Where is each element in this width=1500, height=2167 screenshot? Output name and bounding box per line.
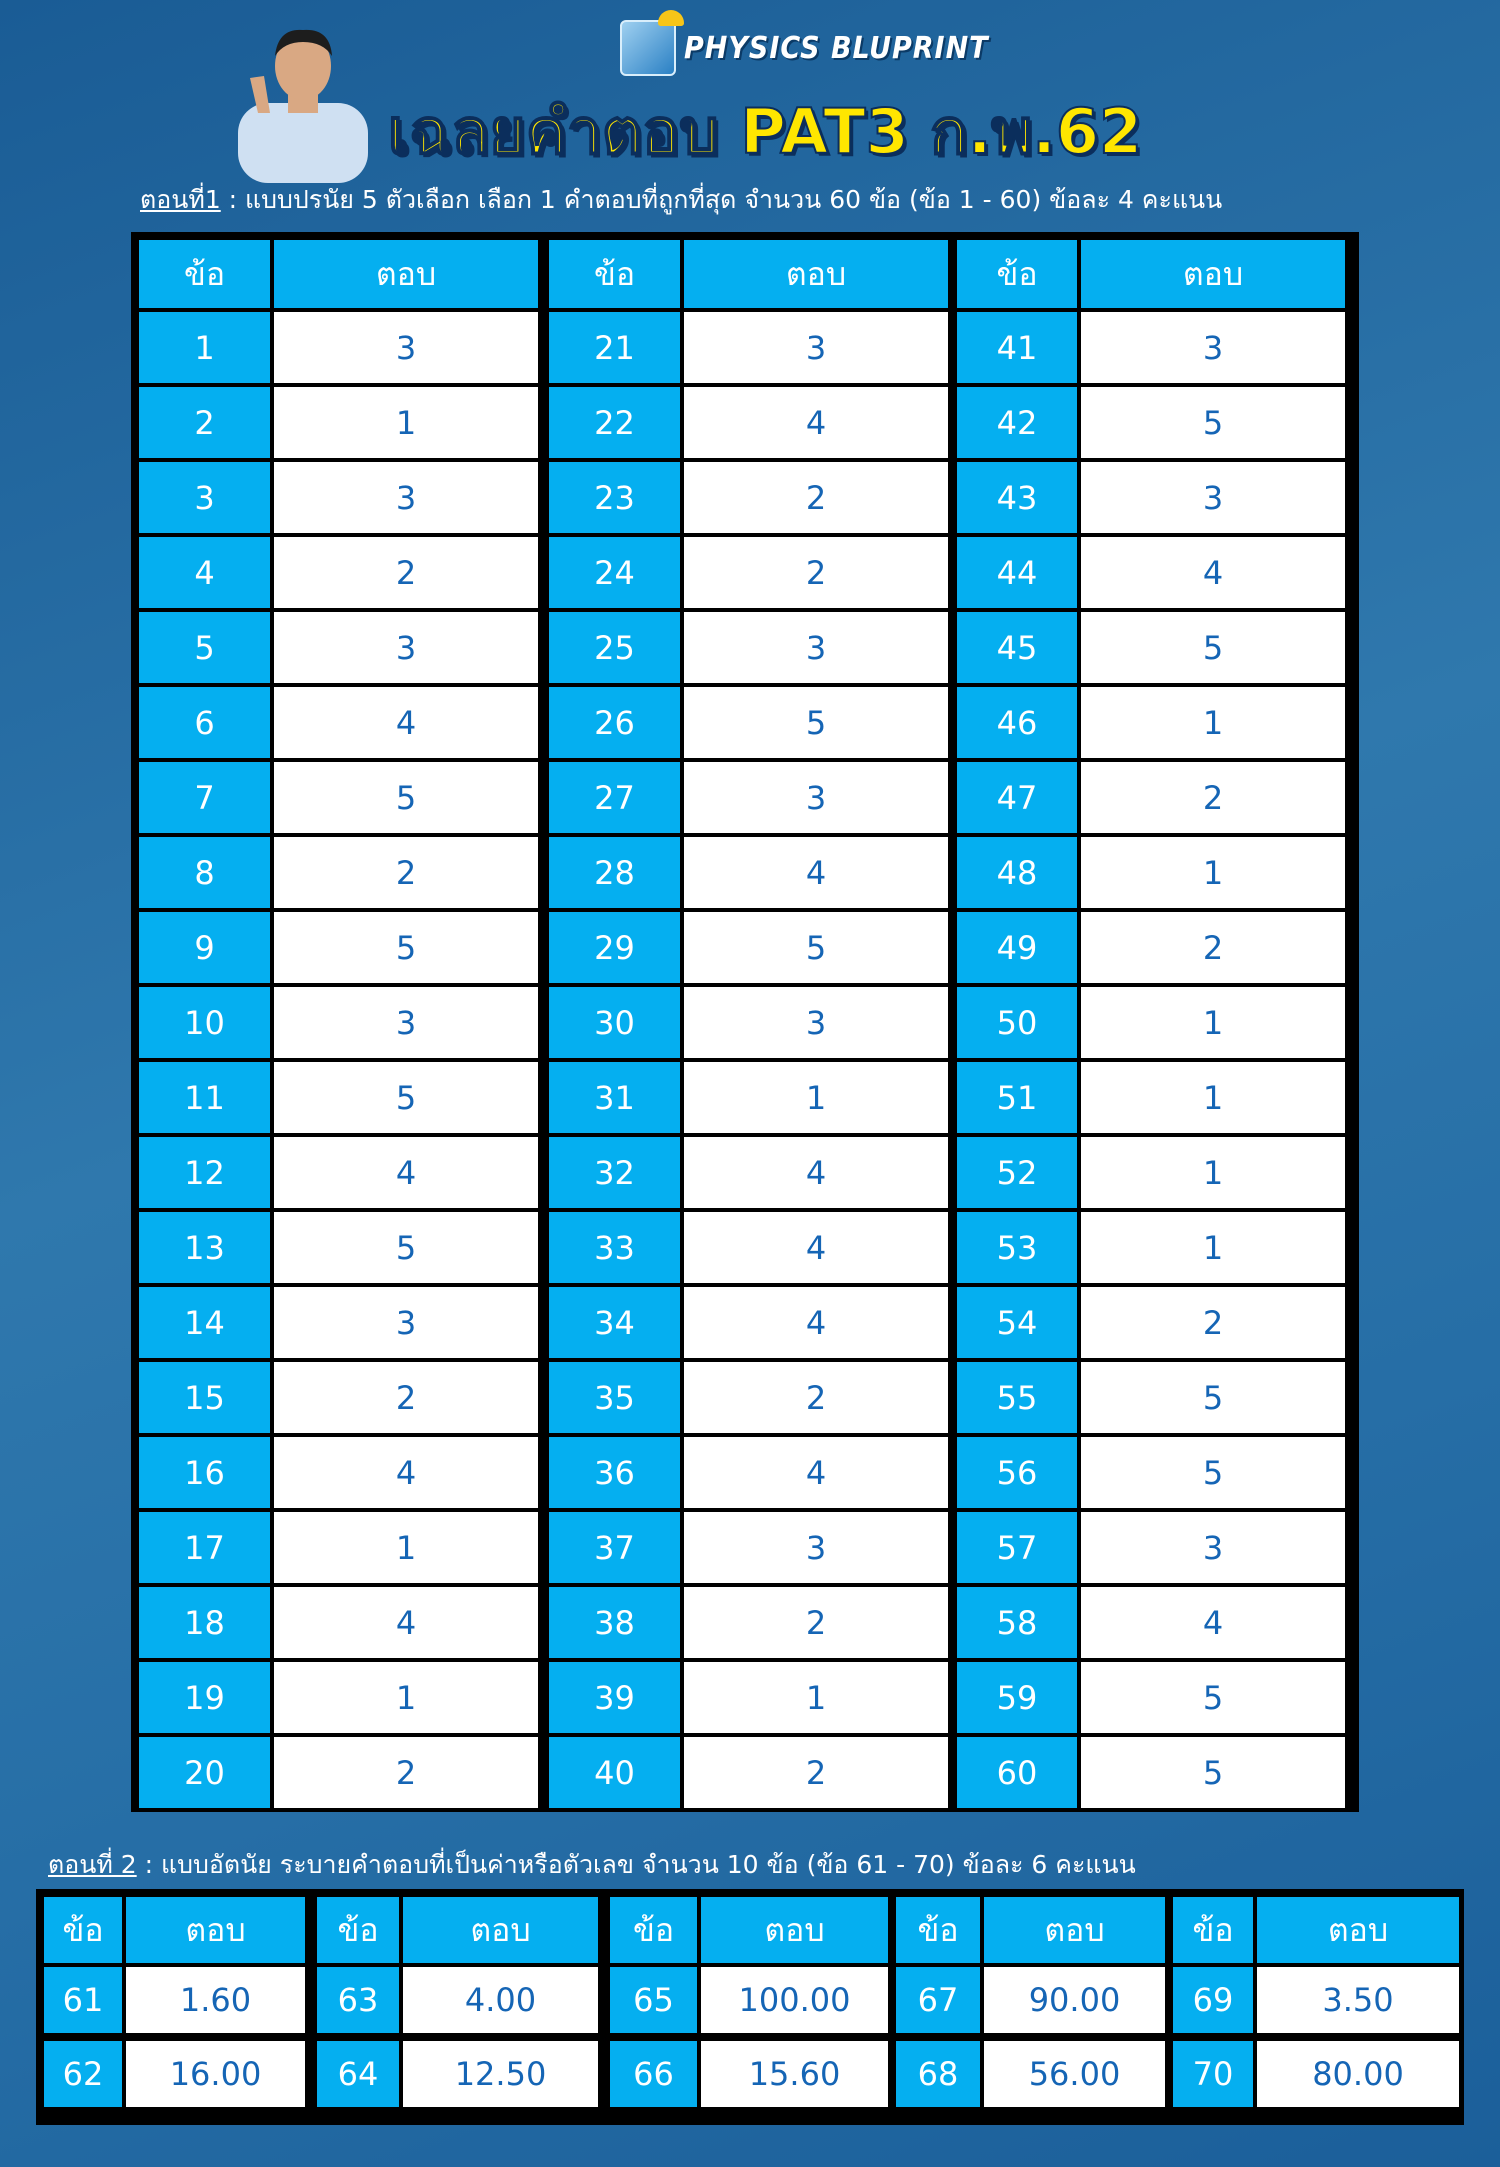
answer-value: 5 <box>274 912 538 983</box>
answer-value: 1 <box>1081 987 1345 1058</box>
answer-value: 2 <box>274 537 538 608</box>
answer-value: 3 <box>684 312 948 383</box>
column-header-answer: ตอบ <box>274 240 538 308</box>
question-number: 45 <box>957 612 1077 683</box>
globe-logo-icon <box>620 20 676 76</box>
answer-value: 1 <box>1081 687 1345 758</box>
column-header-answer: ตอบ <box>984 1897 1165 1963</box>
answer-value: 1 <box>274 1662 538 1733</box>
answer-value: 2 <box>684 1737 948 1808</box>
column-header-number: ข้อ <box>44 1897 122 1963</box>
question-number: 3 <box>139 462 270 533</box>
answer-value: 2 <box>1081 912 1345 983</box>
question-number: 60 <box>957 1737 1077 1808</box>
question-number: 1 <box>139 312 270 383</box>
question-number: 25 <box>549 612 680 683</box>
answer-value: 4 <box>1081 1587 1345 1658</box>
answer-value: 4 <box>274 1587 538 1658</box>
answer-value: 2 <box>274 837 538 908</box>
question-number: 52 <box>957 1137 1077 1208</box>
column-header-number: ข้อ <box>610 1897 697 1963</box>
answer-value: 4 <box>274 687 538 758</box>
question-number: 20 <box>139 1737 270 1808</box>
question-number: 24 <box>549 537 680 608</box>
question-number: 19 <box>139 1662 270 1733</box>
question-number: 61 <box>44 1967 122 2033</box>
question-number: 62 <box>44 2041 122 2107</box>
answer-value: 4 <box>684 387 948 458</box>
question-number: 2 <box>139 387 270 458</box>
answer-value: 4 <box>684 1212 948 1283</box>
question-number: 51 <box>957 1062 1077 1133</box>
column-header-number: ข้อ <box>549 240 680 308</box>
question-number: 29 <box>549 912 680 983</box>
question-number: 30 <box>549 987 680 1058</box>
part1-label: ตอนที่1 <box>140 185 221 214</box>
page-title: เฉลยคำตอบ PAT3 ก.พ.62 <box>387 95 1143 168</box>
answer-value: 4 <box>274 1437 538 1508</box>
answer-value: 16.00 <box>126 2041 305 2107</box>
answer-value: 3 <box>684 762 948 833</box>
answer-value: 5 <box>274 1062 538 1133</box>
question-number: 10 <box>139 987 270 1058</box>
answer-value: 2 <box>684 1362 948 1433</box>
question-number: 59 <box>957 1662 1077 1733</box>
part1-description: : แบบปรนัย 5 ตัวเลือก เลือก 1 คำตอบที่ถูกที่สุด จำนวน 60 ข้อ (ข้อ 1 - 60) ข้อละ 4 คะแนน <box>220 185 1223 214</box>
answer-value: 5 <box>1081 612 1345 683</box>
part2-heading <box>48 1845 1136 1885</box>
question-number: 8 <box>139 837 270 908</box>
answer-value: 2 <box>274 1737 538 1808</box>
answer-value: 3 <box>684 1512 948 1583</box>
question-number: 67 <box>896 1967 980 2033</box>
answer-value: 5 <box>1081 1437 1345 1508</box>
question-number: 21 <box>549 312 680 383</box>
answer-value: 4 <box>684 1437 948 1508</box>
answer-value: 1.60 <box>126 1967 305 2033</box>
question-number: 11 <box>139 1062 270 1133</box>
question-number: 43 <box>957 462 1077 533</box>
question-number: 17 <box>139 1512 270 1583</box>
answer-value: 3 <box>1081 312 1345 383</box>
question-number: 18 <box>139 1587 270 1658</box>
question-number: 49 <box>957 912 1077 983</box>
answer-value: 3.50 <box>1257 1967 1459 2033</box>
column-header-number: ข้อ <box>317 1897 399 1963</box>
question-number: 9 <box>139 912 270 983</box>
question-number: 14 <box>139 1287 270 1358</box>
question-number: 22 <box>549 387 680 458</box>
answer-value: 2 <box>1081 1287 1345 1358</box>
question-number: 40 <box>549 1737 680 1808</box>
answer-value: 5 <box>1081 1362 1345 1433</box>
question-number: 64 <box>317 2041 399 2107</box>
answer-value: 4 <box>684 837 948 908</box>
question-number: 68 <box>896 2041 980 2107</box>
answer-value: 3 <box>274 612 538 683</box>
answer-value: 1 <box>1081 1212 1345 1283</box>
answer-value: 80.00 <box>1257 2041 1459 2107</box>
column-header-answer: ตอบ <box>684 240 948 308</box>
answer-value: 3 <box>274 987 538 1058</box>
answer-value: 100.00 <box>701 1967 888 2033</box>
answer-value: 5 <box>274 1212 538 1283</box>
question-number: 5 <box>139 612 270 683</box>
answer-value: 3 <box>684 987 948 1058</box>
part2-label: ตอนที่ 2 <box>48 1850 137 1879</box>
answer-value: 3 <box>684 612 948 683</box>
answer-value: 90.00 <box>984 1967 1165 2033</box>
part2-answer-table <box>36 1889 1464 2125</box>
column-header-number: ข้อ <box>896 1897 980 1963</box>
question-number: 42 <box>957 387 1077 458</box>
question-number: 36 <box>549 1437 680 1508</box>
question-number: 34 <box>549 1287 680 1358</box>
answer-value: 5 <box>1081 387 1345 458</box>
answer-value: 5 <box>274 762 538 833</box>
answer-value: 3 <box>274 312 538 383</box>
question-number: 55 <box>957 1362 1077 1433</box>
answer-value: 2 <box>684 537 948 608</box>
part1-answer-table <box>131 232 1359 1812</box>
question-number: 31 <box>549 1062 680 1133</box>
question-number: 63 <box>317 1967 399 2033</box>
column-header-answer: ตอบ <box>1257 1897 1459 1963</box>
answer-value: 4 <box>684 1137 948 1208</box>
answer-value: 1 <box>1081 1137 1345 1208</box>
question-number: 27 <box>549 762 680 833</box>
question-number: 15 <box>139 1362 270 1433</box>
question-number: 13 <box>139 1212 270 1283</box>
question-number: 65 <box>610 1967 697 2033</box>
answer-value: 1 <box>274 1512 538 1583</box>
question-number: 57 <box>957 1512 1077 1583</box>
answer-value: 2 <box>684 462 948 533</box>
answer-value: 12.50 <box>403 2041 598 2107</box>
column-header-answer: ตอบ <box>126 1897 305 1963</box>
answer-value: 4 <box>1081 537 1345 608</box>
question-number: 23 <box>549 462 680 533</box>
answer-value: 4.00 <box>403 1967 598 2033</box>
question-number: 12 <box>139 1137 270 1208</box>
question-number: 48 <box>957 837 1077 908</box>
answer-value: 5 <box>1081 1662 1345 1733</box>
answer-value: 3 <box>1081 462 1345 533</box>
question-number: 47 <box>957 762 1077 833</box>
question-number: 58 <box>957 1587 1077 1658</box>
question-number: 39 <box>549 1662 680 1733</box>
answer-value: 1 <box>274 387 538 458</box>
question-number: 38 <box>549 1587 680 1658</box>
answer-value: 5 <box>684 912 948 983</box>
answer-value: 56.00 <box>984 2041 1165 2107</box>
column-header-number: ข้อ <box>139 240 270 308</box>
column-header-answer: ตอบ <box>701 1897 888 1963</box>
column-header-number: ข้อ <box>957 240 1077 308</box>
column-header-number: ข้อ <box>1173 1897 1253 1963</box>
answer-value: 2 <box>1081 762 1345 833</box>
answer-value: 15.60 <box>701 2041 888 2107</box>
column-header-answer: ตอบ <box>403 1897 598 1963</box>
answer-value: 1 <box>1081 837 1345 908</box>
answer-value: 1 <box>684 1662 948 1733</box>
answer-value: 4 <box>684 1287 948 1358</box>
part2-description: : แบบอัตนัย ระบายคำตอบที่เป็นค่าหรือตัวเลข จำนวน 10 ข้อ (ข้อ 61 - 70) ข้อละ 6 คะแนน <box>136 1850 1136 1879</box>
question-number: 33 <box>549 1212 680 1283</box>
question-number: 37 <box>549 1512 680 1583</box>
question-number: 56 <box>957 1437 1077 1508</box>
question-number: 50 <box>957 987 1077 1058</box>
question-number: 28 <box>549 837 680 908</box>
question-number: 4 <box>139 537 270 608</box>
part1-heading <box>140 180 1222 220</box>
question-number: 26 <box>549 687 680 758</box>
question-number: 69 <box>1173 1967 1253 2033</box>
answer-value: 2 <box>274 1362 538 1433</box>
brand-logo <box>620 20 989 76</box>
question-number: 44 <box>957 537 1077 608</box>
question-number: 66 <box>610 2041 697 2107</box>
brand-name: PHYSICS BLUPRINT <box>684 30 989 66</box>
question-number: 53 <box>957 1212 1077 1283</box>
question-number: 6 <box>139 687 270 758</box>
question-number: 35 <box>549 1362 680 1433</box>
answer-value: 2 <box>684 1587 948 1658</box>
answer-value: 3 <box>274 1287 538 1358</box>
answer-value: 3 <box>274 462 538 533</box>
question-number: 32 <box>549 1137 680 1208</box>
answer-value: 3 <box>1081 1512 1345 1583</box>
answer-value: 1 <box>1081 1062 1345 1133</box>
question-number: 7 <box>139 762 270 833</box>
question-number: 70 <box>1173 2041 1253 2107</box>
question-number: 41 <box>957 312 1077 383</box>
answer-value: 4 <box>274 1137 538 1208</box>
question-number: 16 <box>139 1437 270 1508</box>
presenter-photo <box>228 18 378 183</box>
answer-value: 5 <box>684 687 948 758</box>
answer-value: 5 <box>1081 1737 1345 1808</box>
question-number: 46 <box>957 687 1077 758</box>
column-header-answer: ตอบ <box>1081 240 1345 308</box>
answer-value: 1 <box>684 1062 948 1133</box>
question-number: 54 <box>957 1287 1077 1358</box>
